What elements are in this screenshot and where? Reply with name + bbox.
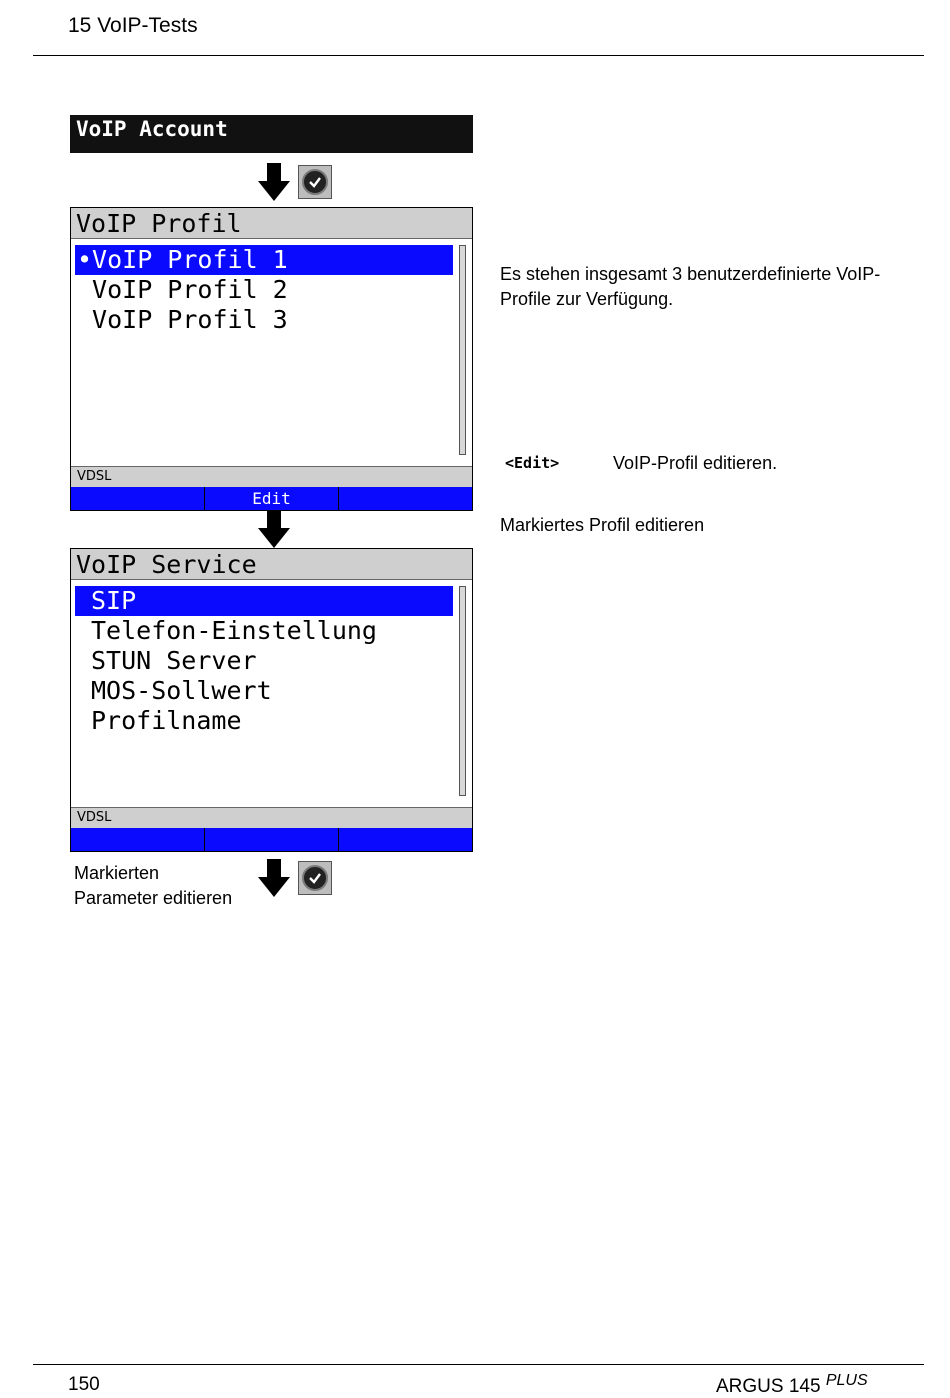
arrow-down-icon — [258, 859, 290, 897]
softkey-3[interactable] — [338, 828, 472, 851]
softkey-bar — [71, 487, 472, 510]
ok-check-icon[interactable] — [298, 861, 332, 895]
edit-parameter-caption: Markierten Parameter editieren — [74, 863, 233, 908]
list-item-profile-1[interactable]: •VoIP Profil 1 — [75, 245, 453, 275]
list-item-profilname[interactable]: Profilname — [91, 706, 242, 735]
voip-service-screen — [70, 548, 473, 852]
list-item-telefon-einstellung[interactable]: Telefon-Einstellung — [91, 616, 377, 645]
arrow-down-icon — [258, 163, 290, 201]
footer-rule — [33, 1364, 924, 1365]
voip-service-title: VoIP Service — [71, 549, 472, 580]
softkey-3[interactable] — [338, 487, 472, 510]
page-number: 150 — [68, 1374, 100, 1395]
voip-profil-list — [75, 245, 453, 335]
list-item-sip[interactable]: SIP — [75, 586, 453, 616]
edit-key-label: <Edit> — [505, 454, 560, 472]
product-name-main: ARGUS 145 — [716, 1376, 821, 1397]
softkey-edit[interactable]: Edit — [204, 487, 338, 510]
softkey-2[interactable] — [204, 828, 338, 851]
voip-account-bar[interactable] — [70, 115, 473, 153]
softkey-1[interactable] — [71, 487, 204, 510]
scrollbar[interactable] — [459, 586, 466, 796]
product-name — [716, 1372, 868, 1398]
list-item-profile-2[interactable]: VoIP Profil 2 — [77, 275, 288, 304]
list-item-profile-3[interactable]: VoIP Profil 3 — [77, 305, 288, 334]
arrow-down-icon — [258, 510, 290, 548]
softkey-bar — [71, 828, 472, 851]
voip-profil-list-area — [71, 239, 472, 466]
status-bar: VDSL — [71, 466, 472, 487]
list-item-mos-sollwert[interactable]: MOS-Sollwert — [91, 676, 272, 705]
edit-key-description: VoIP-Profil editieren. — [613, 453, 778, 473]
list-item-stun-server[interactable]: STUN Server — [91, 646, 257, 675]
page-header-title: 15 VoIP-Tests — [68, 14, 198, 37]
scrollbar[interactable] — [459, 245, 466, 455]
voip-account-title: VoIP Account — [76, 117, 228, 141]
product-name-suffix: PLUS — [825, 1372, 868, 1389]
header-rule — [33, 55, 924, 56]
profiles-available-text: Es stehen insgesamt 3 benutzerdefinierte VoIP-Profile zur Verfügung. — [500, 264, 881, 309]
edit-marked-profile-text: Markiertes Profil editieren — [500, 515, 705, 535]
voip-profil-title: VoIP Profil — [71, 208, 472, 239]
status-bar: VDSL — [71, 807, 472, 828]
ok-check-icon[interactable] — [298, 165, 332, 199]
voip-service-list — [75, 586, 453, 736]
voip-service-list-area — [71, 580, 472, 807]
voip-profil-screen — [70, 207, 473, 511]
softkey-1[interactable] — [71, 828, 204, 851]
